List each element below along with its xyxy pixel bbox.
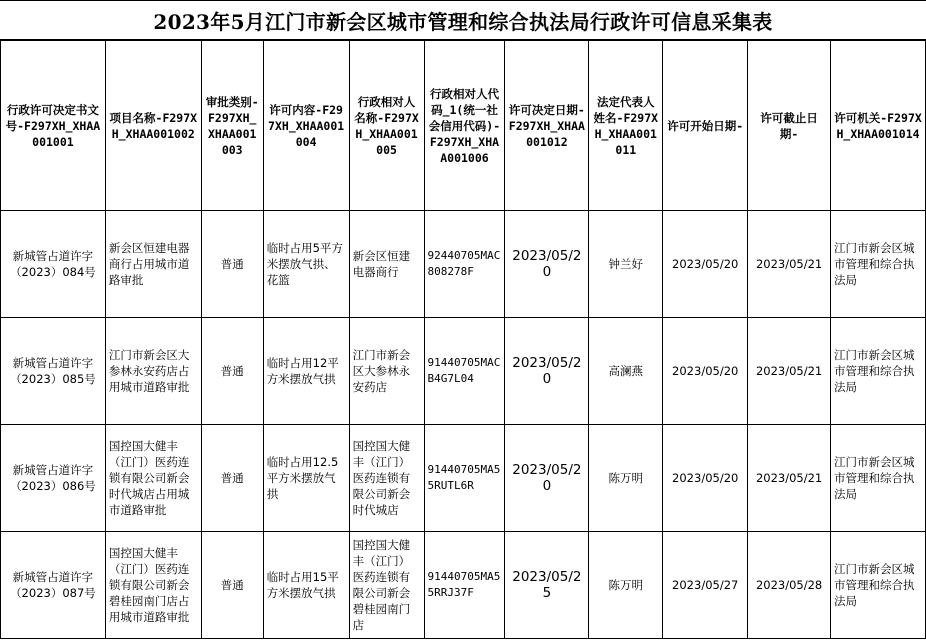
header-start-date[interactable]: 许可开始日期- (663, 41, 748, 211)
cell-project[interactable]: 国控国大健丰（江门）医药连锁有限公司新会时代城店占用城市道路审批 (105, 425, 201, 532)
cell-start-date[interactable]: 2023/05/27 (663, 532, 748, 639)
header-content[interactable]: 许可内容-F297XH_XHAA001004 (263, 41, 349, 211)
cell-category[interactable]: 普通 (201, 425, 263, 532)
cell-legal-rep[interactable]: 钟兰好 (589, 211, 663, 318)
cell-party[interactable]: 江门市新会区大参林永安药店 (349, 318, 424, 425)
cell-project[interactable]: 江门市新会区大参林永安药店占用城市道路审批 (105, 318, 201, 425)
cell-authority[interactable]: 江门市新会区城市管理和综合执法局 (831, 318, 926, 425)
cell-project[interactable]: 国控国大健丰（江门）医药连锁有限公司新会碧桂园南门店占用城市道路审批 (105, 532, 201, 639)
header-decision-date[interactable]: 许可决定日期-F297XH_XHAA001012 (505, 41, 589, 211)
cell-decision-date[interactable]: 2023/05/20 (505, 318, 589, 425)
cell-category[interactable]: 普通 (201, 318, 263, 425)
cell-doc-no[interactable]: 新城管占道许字（2023）087号 (1, 532, 106, 639)
header-doc-no[interactable]: 行政许可决定书文号-F297XH_XHAA001001 (1, 41, 106, 211)
cell-start-date[interactable]: 2023/05/20 (663, 211, 748, 318)
cell-code[interactable]: 91440705MA55RRJ37F (424, 532, 505, 639)
header-party[interactable]: 行政相对人名称-F297XH_XHAA001005 (349, 41, 424, 211)
cell-doc-no[interactable]: 新城管占道许字（2023）085号 (1, 318, 106, 425)
sheet-title: 2023年5月江门市新会区城市管理和综合执法局行政许可信息采集表 (0, 0, 926, 40)
header-project[interactable]: 项目名称-F297XH_XHAA001002 (105, 41, 201, 211)
license-table (0, 40, 926, 639)
cell-legal-rep[interactable]: 高澜燕 (589, 318, 663, 425)
cell-decision-date[interactable]: 2023/05/20 (505, 211, 589, 318)
cell-doc-no[interactable]: 新城管占道许字（2023）086号 (1, 425, 106, 532)
table-row (1, 318, 926, 425)
cell-content[interactable]: 临时占用5平方米摆放气拱、花篮 (263, 211, 349, 318)
cell-project[interactable]: 新会区恒建电器商行占用城市道路审批 (105, 211, 201, 318)
cell-legal-rep[interactable]: 陈万明 (589, 425, 663, 532)
table-row (1, 532, 926, 639)
table-row (1, 211, 926, 318)
cell-party[interactable]: 国控国大健丰（江门）医药连锁有限公司新会时代城店 (349, 425, 424, 532)
cell-content[interactable]: 临时占用12.5平方米摆放气拱 (263, 425, 349, 532)
header-code[interactable]: 行政相对人代码_1(统一社会信用代码)-F297XH_XHAA001006 (424, 41, 505, 211)
cell-end-date[interactable]: 2023/05/28 (748, 532, 831, 639)
cell-party[interactable]: 新会区恒建电器商行 (349, 211, 424, 318)
header-row (1, 41, 926, 211)
cell-party[interactable]: 国控国大健丰（江门）医药连锁有限公司新会碧桂园南门店 (349, 532, 424, 639)
cell-decision-date[interactable]: 2023/05/25 (505, 532, 589, 639)
cell-start-date[interactable]: 2023/05/20 (663, 318, 748, 425)
cell-content[interactable]: 临时占用15平方米摆放气拱 (263, 532, 349, 639)
cell-authority[interactable]: 江门市新会区城市管理和综合执法局 (831, 532, 926, 639)
cell-legal-rep[interactable]: 陈万明 (589, 532, 663, 639)
cell-authority[interactable]: 江门市新会区城市管理和综合执法局 (831, 425, 926, 532)
header-authority[interactable]: 许可机关-F297XH_XHAA001014 (831, 41, 926, 211)
cell-decision-date[interactable]: 2023/05/20 (505, 425, 589, 532)
header-legal-rep[interactable]: 法定代表人姓名-F297XH_XHAA001011 (589, 41, 663, 211)
table-row (1, 425, 926, 532)
cell-content[interactable]: 临时占用12平方米摆放气拱 (263, 318, 349, 425)
cell-category[interactable]: 普通 (201, 211, 263, 318)
cell-category[interactable]: 普通 (201, 532, 263, 639)
header-end-date[interactable]: 许可截止日期- (748, 41, 831, 211)
cell-doc-no[interactable]: 新城管占道许字（2023）084号 (1, 211, 106, 318)
cell-code[interactable]: 92440705MAC808278F (424, 211, 505, 318)
cell-code[interactable]: 91440705MA55RUTL6R (424, 425, 505, 532)
cell-end-date[interactable]: 2023/05/21 (748, 211, 831, 318)
cell-code[interactable]: 91440705MACB4G7L04 (424, 318, 505, 425)
cell-end-date[interactable]: 2023/05/21 (748, 425, 831, 532)
header-category[interactable]: 审批类别-F297XH_XHAA001003 (201, 41, 263, 211)
cell-end-date[interactable]: 2023/05/21 (748, 318, 831, 425)
cell-authority[interactable]: 江门市新会区城市管理和综合执法局 (831, 211, 926, 318)
cell-start-date[interactable]: 2023/05/20 (663, 425, 748, 532)
